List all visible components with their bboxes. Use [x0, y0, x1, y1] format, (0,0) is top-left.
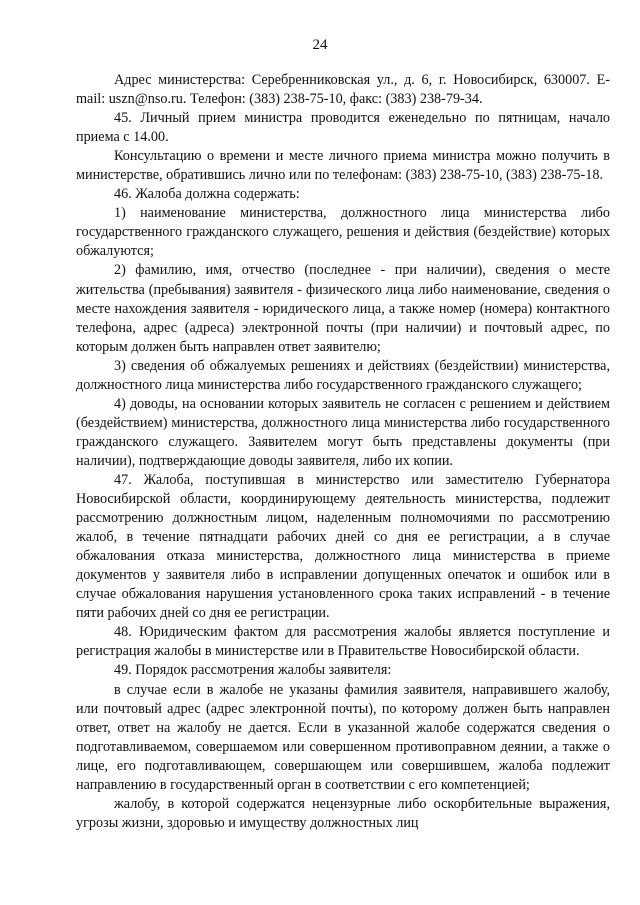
paragraph-46-item-2: 2) фамилию, имя, отчество (последнее - при наличии), сведения о месте жительства (пребывания) заявителя - физического лица либо наименование, сведения о месте нахождения заявителя - юридического лица, а также номер (номера) контактного телефона, адрес (адреса) электронной почты (при наличии) и почтовый адрес, по которым должен быть направлен ответ заявителю;	[76, 262, 610, 355]
paragraph-48: 48. Юридическим фактом для рассмотрения жалобы является поступление и регистрация жалобы в министерстве или в Правительстве Новосибирской области.	[76, 624, 610, 660]
paragraph-49: 49. Порядок рассмотрения жалобы заявителя:	[114, 662, 392, 679]
paragraph-45: 45. Личный прием министра проводится еженедельно по пятницам, начало приема с 14.00.	[76, 110, 610, 146]
paragraph-47: 47. Жалоба, поступившая в министерство или заместителю Губернатора Новосибирской области, координирующему деятельность министерства, подлежит рассмотрению должностным лицом, наделенным полномочиями по рассмотрению жалоб, в течение пятнадцати рабочих дней со дня ее регистрации, а в случае обжалования отказа министерства, должностного лица министерства в приеме документов у заявителя либо в исправлении допущенных опечаток и ошибок или в случае обжалования нарушения установленного срока таких исправлений - в течение пяти рабочих дней со дня ее регистрации.	[76, 471, 610, 622]
paragraph-49-case-no-name: в случае если в жалобе не указаны фамилия заявителя, направившего жалобу, или почтовый адрес (адрес электронной почты), по которому должен быть направлен ответ, ответ на жалобу не дается. Если в указанной жалобе содержатся сведения о подготавливаемом, совершаемом или совершенном противоправном деянии, а также о лице, его подготавливающем, совершающем или совершившем, жалоба подлежит направлению в государственный орган в соответствии с его компетенцией;	[76, 681, 610, 793]
page-number: 24	[312, 37, 328, 53]
paragraph-46-item-1: 1) наименование министерства, должностного лица министерства либо государственного гражданского служащего, решения и действия (бездействие) которых обжалуются;	[76, 205, 610, 260]
paragraph-46: 46. Жалоба должна содержать:	[114, 186, 300, 203]
paragraph-ministry-address: Адрес министерства: Серебренниковская ул., д. 6, г. Новосибирск, 630007. E-mail: uszn@nso.ru. Телефон: (383) 238-75-10, факс: (383) 238-79-34.	[76, 72, 610, 108]
paragraph-46-item-3: 3) сведения об обжалуемых решениях и действиях (бездействии) министерства, должностного лица министерства либо государственного гражданского служащего;	[76, 357, 610, 393]
document-body	[76, 71, 610, 833]
paragraph-consultation: Консультацию о времени и месте личного приема министра можно получить в министерстве, обратившись лично или по телефонам: (383) 238-75-10, (383) 238-75-18.	[76, 148, 610, 184]
paragraph-49-case-obscene: жалобу, в которой содержатся нецензурные либо оскорбительные выражения, угрозы жизни, здоровью и имуществу должностных лиц	[76, 795, 610, 831]
paragraph-46-item-4: 4) доводы, на основании которых заявитель не согласен с решением и действием (бездействием) министерства, должностного лица министерства либо государственного гражданского служащего. Заявителем могут быть представлены документы (при наличии), подтверждающие доводы заявителя, либо их копии.	[76, 395, 610, 469]
